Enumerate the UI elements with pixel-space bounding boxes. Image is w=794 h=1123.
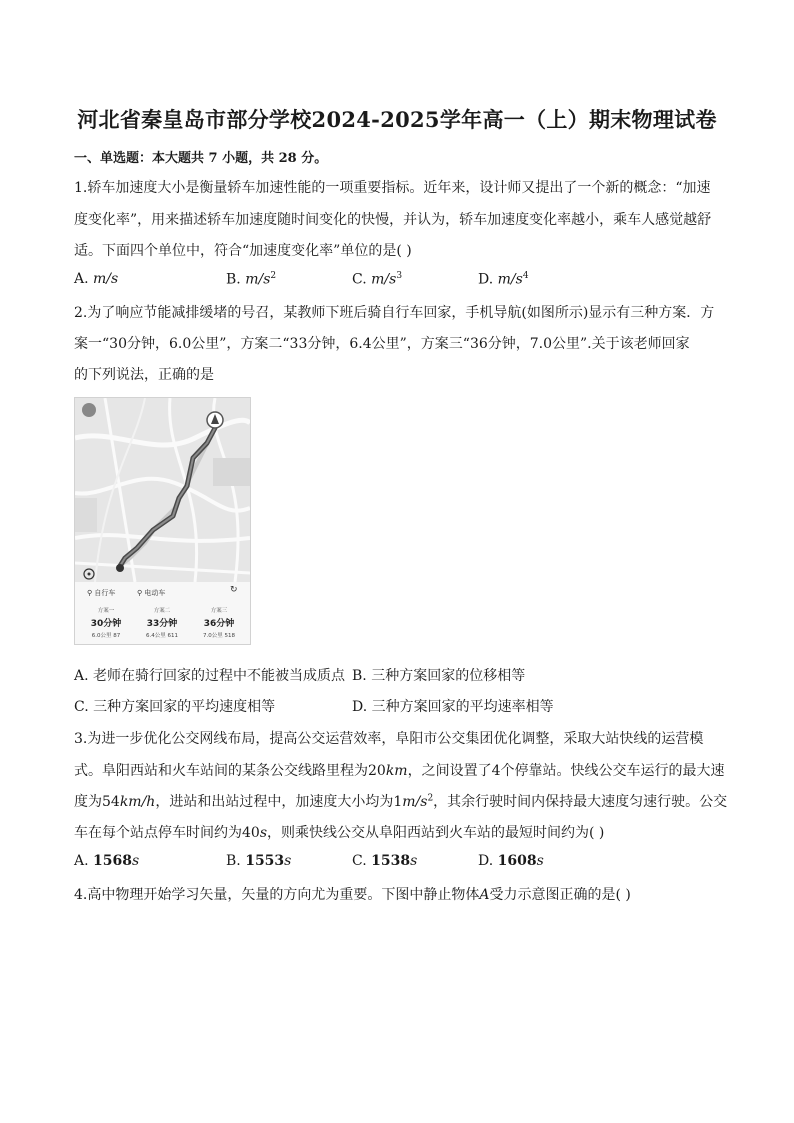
q4-line1: 4.高中物理开始学习矢量，矢量的方向尤为重要。下图中静止物体A受力示意图正确的是( ) xyxy=(74,887,631,903)
route-plan-panel xyxy=(75,582,250,644)
q2-line3: 的下列说法，正确的是 xyxy=(74,367,214,383)
q3-line3: 度为54km/h，进站和出站过程中，加速度大小均为$1m/s^2$，其余行驶时间内保持最大速度匀速行驶。公交 xyxy=(74,793,728,810)
map-roads xyxy=(75,398,250,582)
q3-line1: 3.为进一步优化公交网线布局，提高公交运营效率，阜阳市公交集团优化调整，采取大站快线的运营模 xyxy=(74,731,704,747)
q3-option-d[interactable]: D. 1608s xyxy=(478,853,544,869)
mode-ebike-tab[interactable]: ⚲ 电动车 xyxy=(137,589,166,597)
q2-line1: 2.为了响应节能减排缓堵的号召，某教师下班后骑自行车回家，手机导航(如图所示)显示有三种方案．方 xyxy=(74,305,715,321)
q1-option-a[interactable]: A. m/s xyxy=(74,271,119,287)
section-heading: 一、单选题：本大题共 7 小题，共 28 分。 xyxy=(74,151,328,166)
scooter-icon: ⚲ xyxy=(137,589,145,597)
q1-line3: 适。下面四个单位中，符合“加速度变化率”单位的是( ) xyxy=(74,243,412,259)
q2-option-a[interactable]: A. 老师在骑行回家的过程中不能被当成质点 xyxy=(74,668,346,684)
route-plan-3[interactable]: 方案三 36分钟 7.0公里 518 xyxy=(203,608,235,639)
navigation-map-image xyxy=(74,397,251,645)
mode-bike-tab[interactable]: ⚲ 自行车 xyxy=(87,589,116,597)
q3-option-b[interactable]: B. 1553s xyxy=(226,853,292,869)
q2-line2: 案一“30分钟，6.0公里”，方案二“33分钟，6.4公里”，方案三“36分钟，7.0公里”.关于该老师回家 xyxy=(74,336,690,352)
q1-option-c[interactable]: C. $m/s^3$ xyxy=(352,271,403,288)
q3-option-c[interactable]: C. 1538s xyxy=(352,853,418,869)
q1-option-d[interactable]: D. $m/s^4$ xyxy=(478,271,529,288)
refresh-icon[interactable]: ↻ xyxy=(230,585,238,595)
route-plan-2[interactable]: 方案二 33分钟 6.4公里 611 xyxy=(146,608,178,639)
route-plan-1[interactable]: 方案一 30分钟 6.0公里 87 xyxy=(90,608,122,639)
bicycle-icon: ⚲ xyxy=(87,589,95,597)
q1-line1: 1.轿车加速度大小是衡量轿车加速性能的一项重要指标。近年来，设计师又提出了一个新的概念：“加速 xyxy=(74,180,711,196)
q1-option-b[interactable]: B. $m/s^2$ xyxy=(226,271,277,288)
q1-line2: 度变化率”，用来描述轿车加速度随时间变化的快慢，并认为，轿车加速度变化率越小，乘车人感觉越舒 xyxy=(74,212,712,228)
q2-option-d[interactable]: D. 三种方案回家的平均速率相等 xyxy=(352,699,554,715)
q3-line4: 车在每个站点停车时间约为40s，则乘快线公交从阜阳西站到火车站的最短时间约为( ) xyxy=(74,825,605,841)
exam-title: 河北省秦皇岛市部分学校2024-2025学年高一（上）期末物理试卷 xyxy=(77,107,717,132)
q2-option-c[interactable]: C. 三种方案回家的平均速度相等 xyxy=(74,699,276,715)
q2-option-b[interactable]: B. 三种方案回家的位移相等 xyxy=(352,668,526,684)
q3-option-a[interactable]: A. 1568s xyxy=(74,853,140,869)
q3-line2: 式。阜阳西站和火车站间的某条公交线路里程为20km，之间设置了4个停靠站。快线公交车运行的最大速 xyxy=(74,763,725,779)
